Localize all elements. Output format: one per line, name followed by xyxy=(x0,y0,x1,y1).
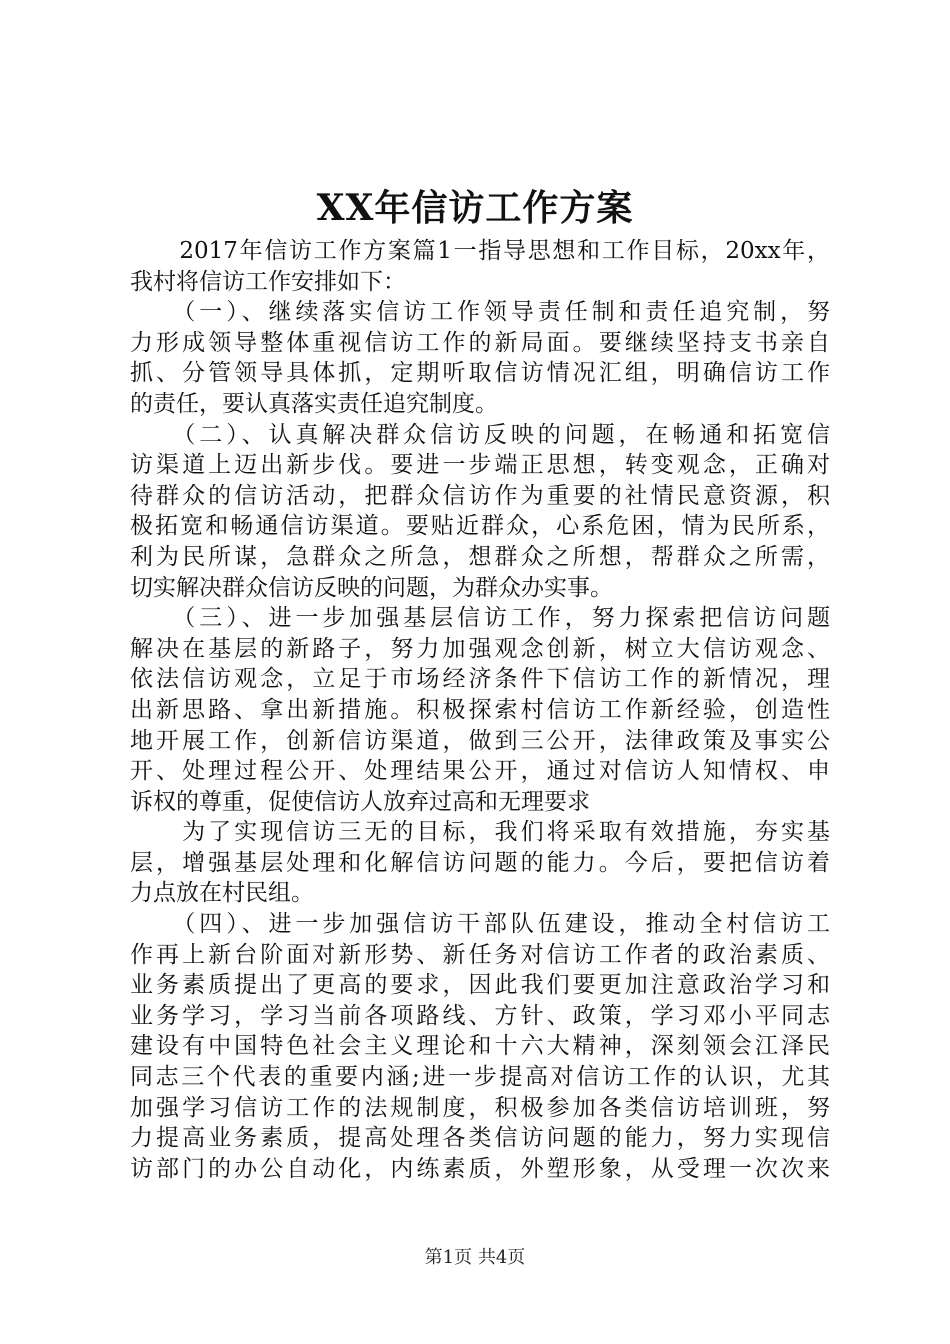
page-footer: 第1页 共4页 xyxy=(424,1247,526,1268)
body-line: 访渠道上迈出新步伐。要进一步端正思想，转变观念，正确对 xyxy=(130,452,830,479)
body-line: 为了实现信访三无的目标，我们将采取有效措施，夯实基 xyxy=(130,819,830,846)
body-line: （四）、进一步加强信访干部队伍建设，推动全村信访工 xyxy=(130,911,830,938)
body-line: 作再上新台阶面对新形势、新任务对信访工作者的政治素质、 xyxy=(130,941,830,968)
body-line: 建设有中国特色社会主义理论和十六大精神，深刻领会江泽民 xyxy=(130,1033,830,1060)
body-line: 依法信访观念，立足于市场经济条件下信访工作的新情况，理 xyxy=(130,666,830,693)
body-line: 开、处理过程公开、处理结果公开，通过对信访人知情权、申 xyxy=(130,758,830,785)
body-line: 极拓宽和畅通信访渠道。要贴近群众，心系危困，情为民所系， xyxy=(130,513,830,540)
body-line: 层，增强基层处理和化解信访问题的能力。今后，要把信访着 xyxy=(130,849,830,876)
body-line: 力提高业务素质，提高处理各类信访问题的能力，努力实现信 xyxy=(130,1125,830,1152)
body-line: 业务学习，学习当前各项路线、方针、政策，学习邓小平同志 xyxy=(130,1002,830,1029)
body-line: 我村将信访工作安排如下： xyxy=(130,268,406,295)
body-line: 访部门的办公自动化，内练素质，外塑形象，从受理一次次来 xyxy=(130,1155,830,1182)
body-line: 业务素质提出了更高的要求，因此我们要更加注意政治学习和 xyxy=(130,972,830,999)
document-title: XX年信访工作方案 xyxy=(316,187,634,229)
body-line: 诉权的尊重，促使信访人放弃过高和无理要求 xyxy=(130,788,590,815)
body-line: 抓、分管领导具体抓，定期听取信访情况汇组，明确信访工作 xyxy=(130,360,830,387)
body-line: 出新思路、拿出新措施。积极探索村信访工作新经验，创造性 xyxy=(130,696,830,723)
body-line: 解决在基层的新路子，努力加强观念创新，树立大信访观念、 xyxy=(130,635,830,662)
body-line: 加强学习信访工作的法规制度，积极参加各类信访培训班，努 xyxy=(130,1094,830,1121)
body-line: （二）、认真解决群众信访反映的问题，在畅通和拓宽信 xyxy=(130,421,830,448)
body-line: （三）、进一步加强基层信访工作，努力探索把信访问题 xyxy=(130,605,830,632)
body-line: 同志三个代表的重要内涵;进一步提高对信访工作的认识，尤其 xyxy=(130,1064,830,1091)
body-line: （一）、继续落实信访工作领导责任制和责任追究制，努 xyxy=(130,299,830,326)
document-body xyxy=(130,236,830,1184)
body-line: 待群众的信访活动，把群众信访作为重要的社情民意资源，积 xyxy=(130,482,830,509)
body-line: 2017年信访工作方案篇1一指导思想和工作目标，20xx年， xyxy=(130,238,830,264)
body-line: 利为民所谋，急群众之所急，想群众之所想，帮群众之所需， xyxy=(130,543,830,570)
body-line: 地开展工作，创新信访渠道，做到三公开，法律政策及事实公 xyxy=(130,727,830,754)
body-line: 切实解决群众信访反映的问题，为群众办实事。 xyxy=(130,574,613,601)
body-line: 力点放在村民组。 xyxy=(130,880,314,907)
body-line: 力形成领导整体重视信访工作的新局面。要继续坚持支书亲自 xyxy=(130,329,830,356)
body-line: 的责任，要认真落实责任追究制度。 xyxy=(130,390,498,417)
